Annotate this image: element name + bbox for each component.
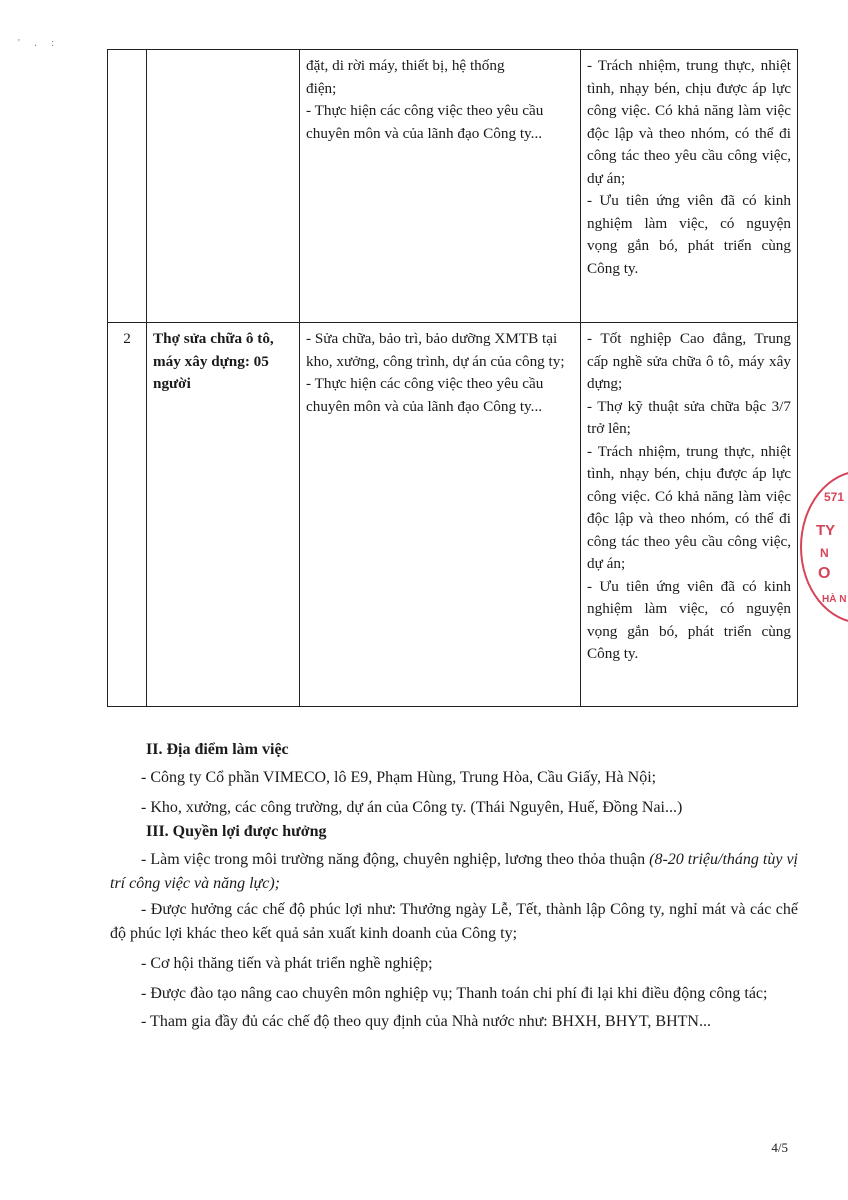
seal-text: 571: [824, 490, 845, 504]
job-requirements: [581, 323, 798, 707]
requirement-line: - Thợ kỹ thuật sửa chữa bậc 3/7 trở lên;: [587, 397, 791, 437]
list-item: - Công ty Cổ phần VIMECO, lô E9, Phạm Hùng, Trung Hòa, Cầu Giấy, Hà Nội;: [141, 769, 657, 786]
section-work-location: [110, 738, 798, 820]
list-item: - Kho, xưởng, các công trường, dự án của Công ty. (Thái Nguyên, Huế, Đồng Nai...): [141, 799, 683, 816]
salary-range: (8-20 triệu/tháng tùy vị trí công việc và năng lực);: [110, 851, 799, 892]
job-requirements-table: [107, 49, 798, 707]
scan-specks: ' . :: [18, 38, 61, 49]
task-line: đặt, di rời máy, thiết bị, hệ thống: [306, 57, 505, 74]
section-heading: III. Quyền lợi được hưởng: [146, 823, 327, 840]
section-benefits: [110, 820, 798, 1034]
list-item: - Tham gia đầy đủ các chế độ theo quy định của Nhà nước như: BHXH, BHYT, BHTN...: [141, 1013, 711, 1030]
task-line: - Sửa chữa, bảo trì, bảo dưỡng XMTB tại kho, xưởng, công trình, dự án của công ty;: [306, 330, 565, 370]
row-number: [108, 50, 147, 323]
list-item: - Được đào tạo nâng cao chuyên môn nghiệp vụ; Thanh toán chi phí đi lại khi điều động công tác;: [141, 985, 768, 1002]
list-item: - Được hưởng các chế độ phúc lợi như: Thưởng ngày Lễ, Tết, thành lập Công ty, nghỉ mát và các chế độ phúc lợi khác theo kết quả sản xuất kinh doanh của Công ty;: [110, 901, 798, 942]
requirement-line: - Tốt nghiệp Cao đẳng, Trung cấp nghề sửa chữa ô tô, máy xây dựng;: [587, 330, 791, 392]
page-number: 4/5: [771, 1140, 788, 1155]
list-item: [110, 848, 798, 896]
seal-text: N: [820, 546, 829, 560]
table-row: [108, 50, 798, 323]
requirement-line: - Trách nhiệm, trung thực, nhiệt tình, nhạy bén, chịu được áp lực công việc. Có khả năng làm việc độc lập và theo nhóm, có thể đi công tác theo yêu cầu công việc, dự án;: [587, 442, 791, 572]
table-row: [108, 323, 798, 707]
job-tasks: [300, 323, 581, 707]
task-line: - Thực hiện các công việc theo yêu cầu chuyên môn và của lãnh đạo Công ty...: [306, 375, 544, 415]
row-number: 2: [108, 323, 147, 707]
benefit-text: - Làm việc trong môi trường năng động, chuyên nghiệp, lương theo thỏa thuận: [141, 851, 650, 868]
requirement-line: - Trách nhiệm, trung thực, nhiệt tình, nhạy bén, chịu được áp lực công việc. Có khả năng làm việc độc lập và theo nhóm, có thể đi công tác theo yêu cầu công việc, dự án;: [587, 57, 791, 187]
job-title: Thợ sửa chữa ô tô, máy xây dựng: 05 người: [147, 323, 300, 707]
section-heading: II. Địa điểm làm việc: [146, 741, 289, 758]
seal-text: TY: [816, 522, 836, 539]
job-title: [147, 50, 300, 323]
job-tasks: [300, 50, 581, 323]
task-line: điện;: [306, 79, 337, 97]
requirement-line: - Ưu tiên ứng viên đã có kinh nghiệm làm việc, có nguyện vọng gắn bó, phát triển cùng Công ty.: [587, 192, 791, 277]
seal-text: O: [818, 565, 831, 582]
job-requirements: [581, 50, 798, 323]
requirement-line: - Ưu tiên ứng viên đã có kinh nghiệm làm việc, có nguyện vọng gắn bó, phát triển cùng Công ty.: [587, 577, 791, 662]
list-item: - Cơ hội thăng tiến và phát triển nghề nghiệp;: [141, 955, 433, 972]
seal-text: HÀ N: [822, 594, 847, 605]
task-line: - Thực hiện các công việc theo yêu cầu chuyên môn và của lãnh đạo Công ty...: [306, 102, 544, 142]
company-seal: [800, 470, 848, 624]
